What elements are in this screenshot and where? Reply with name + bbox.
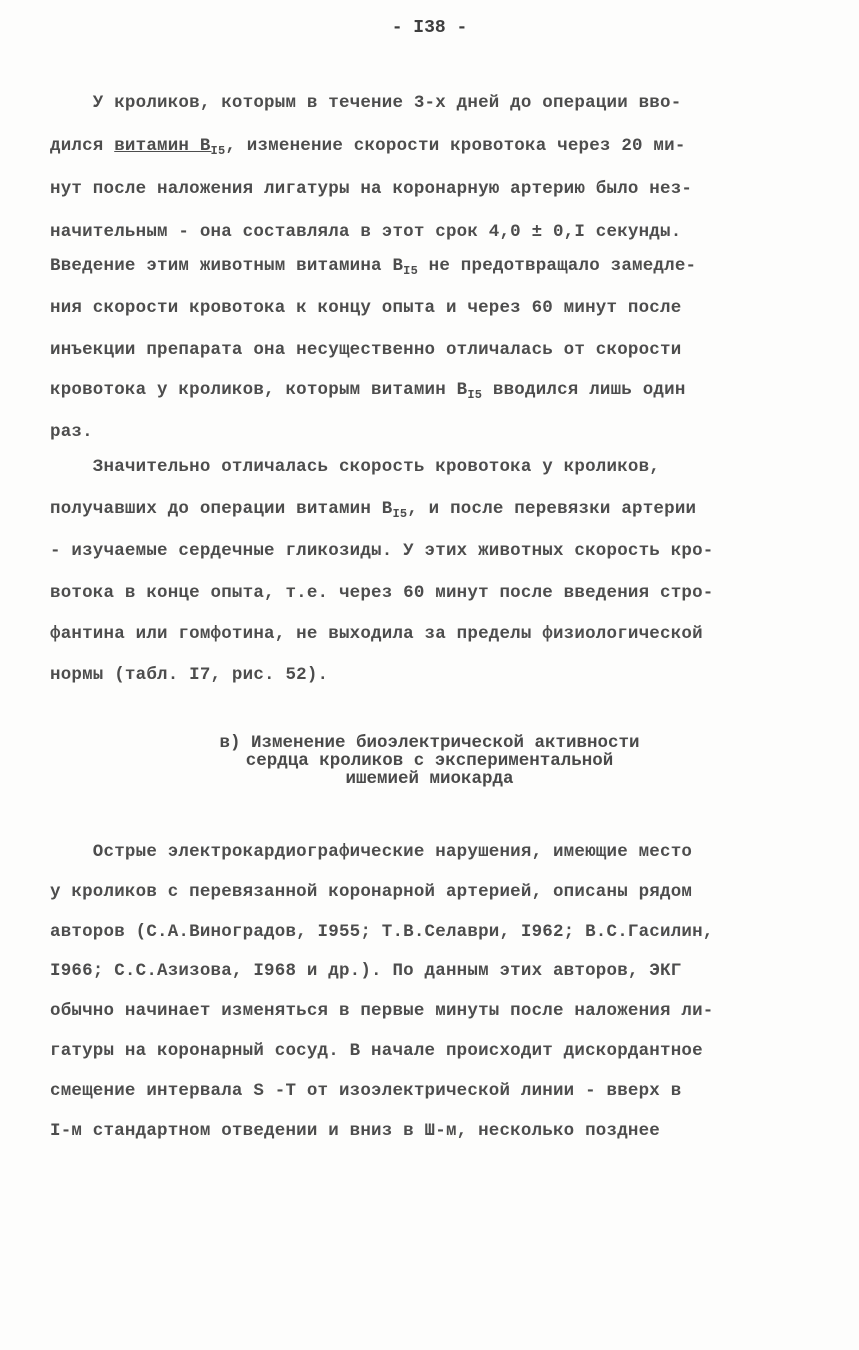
paragraph-1-line-7: инъекции препарата она несущественно отличалась от скорости <box>50 340 682 360</box>
paragraph-2-line-4: вотока в конце опыта, т.е. через 60 минут после введения стро- <box>50 583 714 603</box>
text-run: не предотвращало замедле- <box>417 256 697 276</box>
paragraph-3-line-8: I-м стандартном отведении и вниз в Ш-м, несколько позднее <box>50 1121 660 1141</box>
paragraph-1-line-3: нут после наложения лигатуры на коронарную артерию было нез- <box>50 179 693 199</box>
vitamin-subscript: I5 <box>403 264 418 278</box>
vitamin-subscript: I5 <box>392 507 408 521</box>
vitamin-subscript: I5 <box>467 388 483 402</box>
paragraph-2-line-6: нормы (табл. I7, рис. 52). <box>50 665 329 685</box>
section-heading-line-2: сердца кроликов с экспериментальной <box>245 751 614 771</box>
text-run: дился <box>50 136 115 156</box>
paragraph-3-line-6: гатуры на коронарный сосуд. В начале происходит дискордантное <box>50 1041 703 1061</box>
paragraph-1-line-1: У кроликов, которым в течение 3-х дней до операции вво- <box>50 93 682 113</box>
paragraph-1-line-5 <box>50 256 696 276</box>
paragraph-3-line-4: I966; С.С.Азизова, I968 и др.). По данным этих авторов, ЭКГ <box>50 961 682 981</box>
paragraph-1-line-4: начительным - она составляла в этот срок 4,0 ± 0,I секунды. <box>50 222 682 242</box>
text-run: вводился лишь один <box>482 380 686 400</box>
paragraph-1-line-9: раз. <box>50 422 93 442</box>
section-heading-line-3: ишемией миокарда <box>345 769 514 789</box>
paragraph-1-line-6: ния скорости кровотока к концу опыта и через 60 минут после <box>50 298 682 318</box>
text-run: , изменение скорости кровотока через 20 ми- <box>225 136 686 156</box>
paragraph-3-line-3: авторов (С.А.Виноградов, I955; Т.В.Селаври, I962; В.С.Гасилин, <box>50 922 714 942</box>
paragraph-3-line-2: у кроликов с перевязанной коронарной артерией, описаны рядом <box>50 882 693 902</box>
paragraph-3-line-1: Острые электрокардиографические нарушения, имеющие место <box>50 842 693 862</box>
paragraph-2-line-1: Значительно отличалась скорость кровотока у кроликов, <box>50 457 660 477</box>
paragraph-1-line-8 <box>50 380 686 400</box>
text-run: кровотока у кроликов, которым витамин B <box>50 380 468 400</box>
text-run: , и после перевязки артерии <box>407 499 697 519</box>
page-number: - I38 - <box>391 18 468 38</box>
paragraph-3-line-7: смещение интервала S -T от изоэлектрической линии - вверх в <box>50 1081 682 1101</box>
underlined-term <box>114 136 225 156</box>
paragraph-2-line-2 <box>50 499 696 519</box>
paragraph-3-line-5: обычно начинает изменяться в первые минуты после наложения ли- <box>50 1001 714 1021</box>
vitamin-label: витамин B <box>114 136 211 156</box>
text-run: получавших до операции витамин B <box>50 499 393 519</box>
section-heading-line-1: в) Изменение биоэлектрической активности <box>219 733 640 753</box>
vitamin-subscript: I5 <box>210 144 226 158</box>
paragraph-2-line-5: фантина или гомфотина, не выходила за пределы физиологической <box>50 624 703 644</box>
paragraph-1-line-2 <box>50 136 686 156</box>
text-run: Введение этим животным витамина B <box>50 256 404 276</box>
paragraph-2-line-3: - изучаемые сердечные гликозиды. У этих животных скорость кро- <box>50 541 714 561</box>
